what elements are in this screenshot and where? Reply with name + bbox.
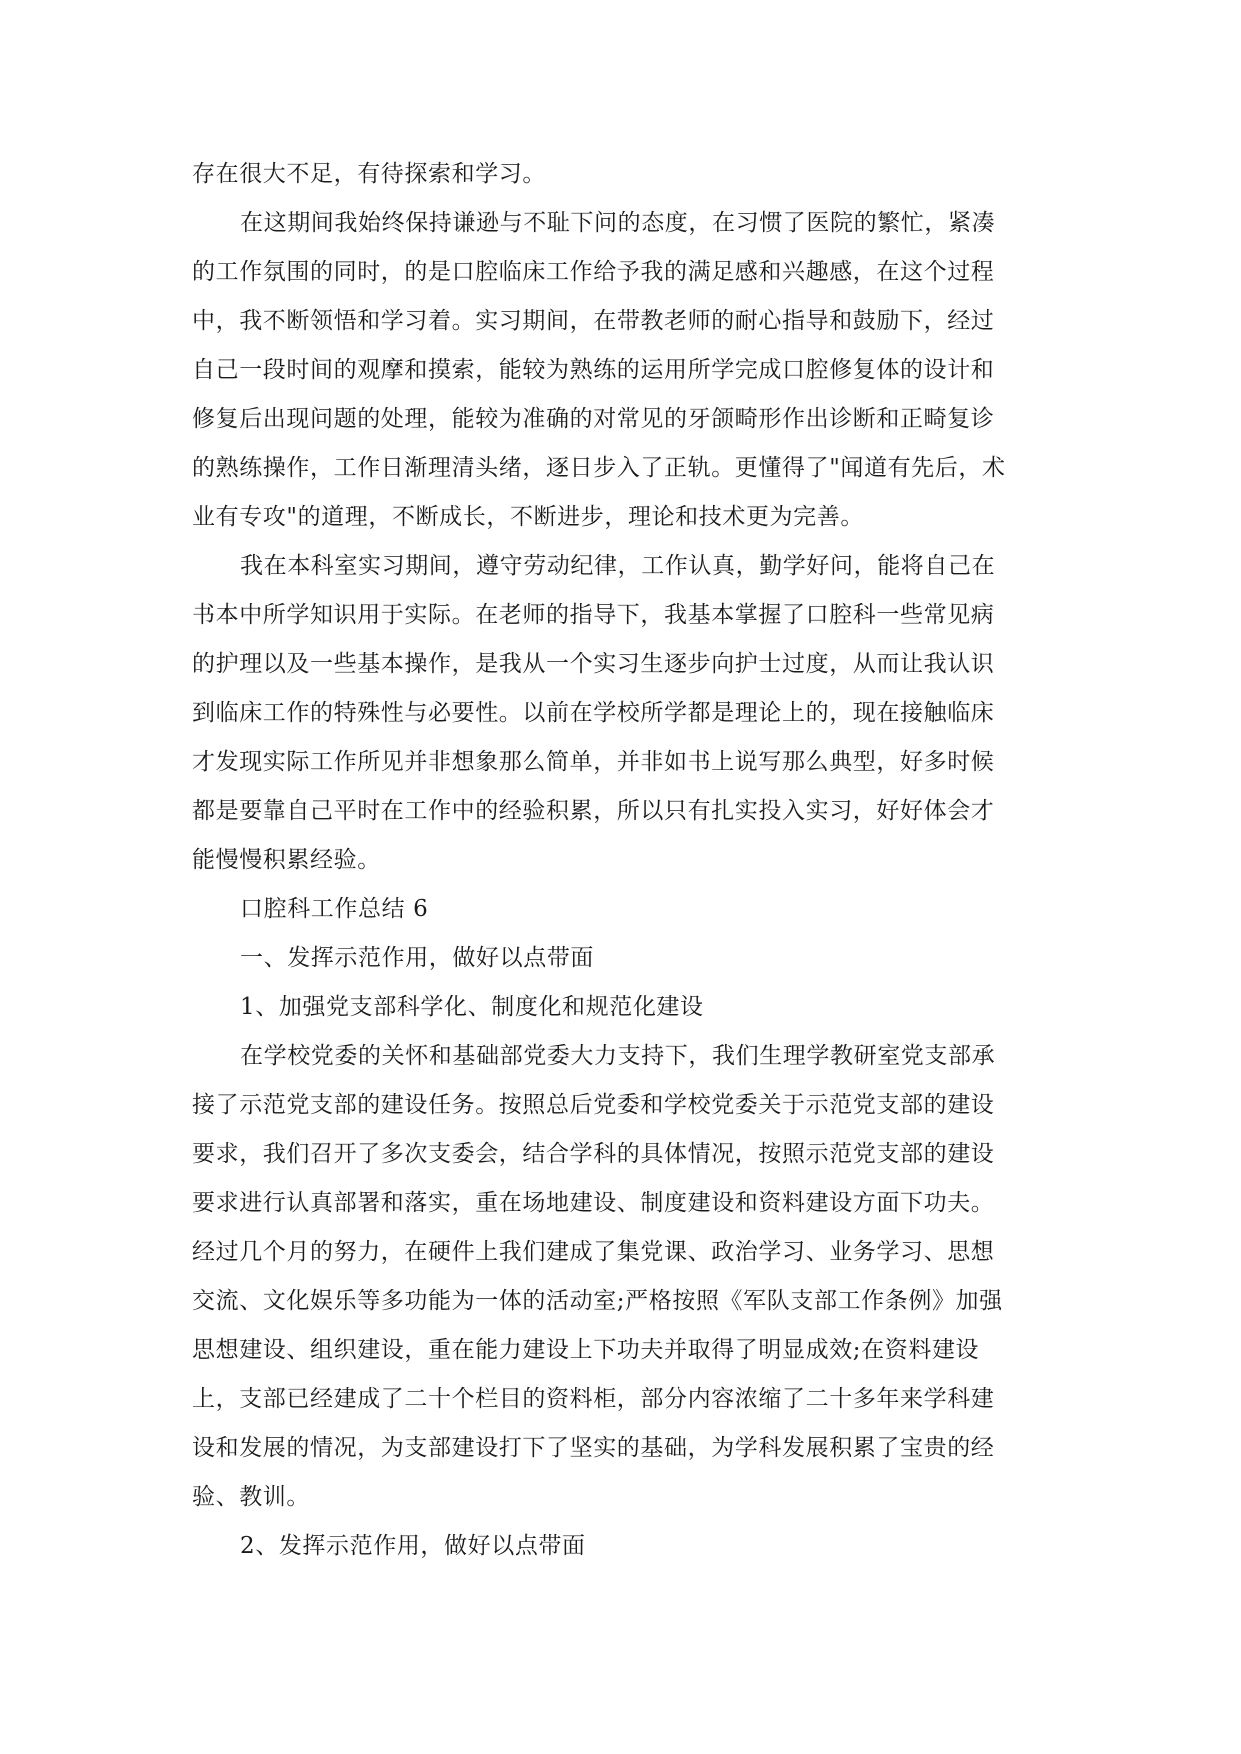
- text-line: 在学校党委的关怀和基础部党委大力支持下，我们生理学教研室党支部承: [240, 1043, 996, 1069]
- text-line: 才发现实际工作所见并非想象那么简单，并非如书上说写那么典型，好多时候: [192, 749, 995, 775]
- text-line: 到临床工作的特殊性与必要性。以前在学校所学都是理论上的，现在接触临床: [192, 700, 995, 726]
- text-line: 接了示范党支部的建设任务。按照总后党委和学校党委关于示范党支部的建设: [192, 1092, 995, 1118]
- text-line: 的工作氛围的同时，的是口腔临床工作给予我的满足感和兴趣感，在这个过程: [192, 259, 995, 285]
- text-line: 1、加强党支部科学化、制度化和规范化建设: [240, 994, 704, 1020]
- text-line: 交流、文化娱乐等多功能为一体的活动室;严格按照《军队支部工作条例》加强: [192, 1288, 1003, 1314]
- text-line: 验、教训。: [192, 1484, 310, 1510]
- text-line: 在这期间我始终保持谦逊与不耻下问的态度，在习惯了医院的繁忙，紧凑: [240, 210, 996, 236]
- text-line: 设和发展的情况，为支部建设打下了坚实的基础，为学科发展积累了宝贵的经: [192, 1435, 995, 1461]
- text-line: 都是要靠自己平时在工作中的经验积累，所以只有扎实投入实习，好好体会才: [192, 798, 995, 824]
- text-line: 一、发挥示范作用，做好以点带面: [240, 945, 594, 971]
- text-line: 能慢慢积累经验。: [192, 847, 381, 873]
- text-line: 经过几个月的努力，在硬件上我们建成了集党课、政治学习、业务学习、思想: [192, 1239, 995, 1265]
- text-line: 的护理以及一些基本操作，是我从一个实习生逐步向护士过度，从而让我认识: [192, 651, 995, 677]
- text-line: 思想建设、组织建设，重在能力建设上下功夫并取得了明显成效;在资料建设: [192, 1337, 980, 1363]
- text-line: 修复后出现问题的处理，能较为准确的对常见的牙颌畸形作出诊断和正畸复诊: [192, 406, 995, 432]
- text-line: 2、发挥示范作用，做好以点带面: [240, 1533, 586, 1559]
- text-line: 的熟练操作，工作日渐理清头绪，逐日步入了正轨。更懂得了"闻道有先后，术: [192, 455, 1006, 481]
- text-line: 业有专攻"的道理，不断成长，不断进步，理论和技术更为完善。: [192, 504, 864, 530]
- text-line: 上，支部已经建成了二十个栏目的资料柜，部分内容浓缩了二十多年来学科建: [192, 1386, 995, 1412]
- text-line: 中，我不断领悟和学习着。实习期间，在带教老师的耐心指导和鼓励下，经过: [192, 308, 995, 334]
- text-line: 自己一段时间的观摩和摸索，能较为熟练的运用所学完成口腔修复体的设计和: [192, 357, 995, 383]
- text-line: 口腔科工作总结 6: [240, 896, 429, 922]
- text-line: 书本中所学知识用于实际。在老师的指导下，我基本掌握了口腔科一些常见病: [192, 602, 995, 628]
- text-line: 要求，我们召开了多次支委会，结合学科的具体情况，按照示范党支部的建设: [192, 1141, 995, 1167]
- text-line: 存在很大不足，有待探索和学习。: [192, 161, 546, 187]
- text-line: 我在本科室实习期间，遵守劳动纪律，工作认真，勤学好问，能将自己在: [240, 553, 996, 579]
- document-body: [192, 150, 1052, 1571]
- text-line: 要求进行认真部署和落实，重在场地建设、制度建设和资料建设方面下功夫。: [192, 1190, 995, 1216]
